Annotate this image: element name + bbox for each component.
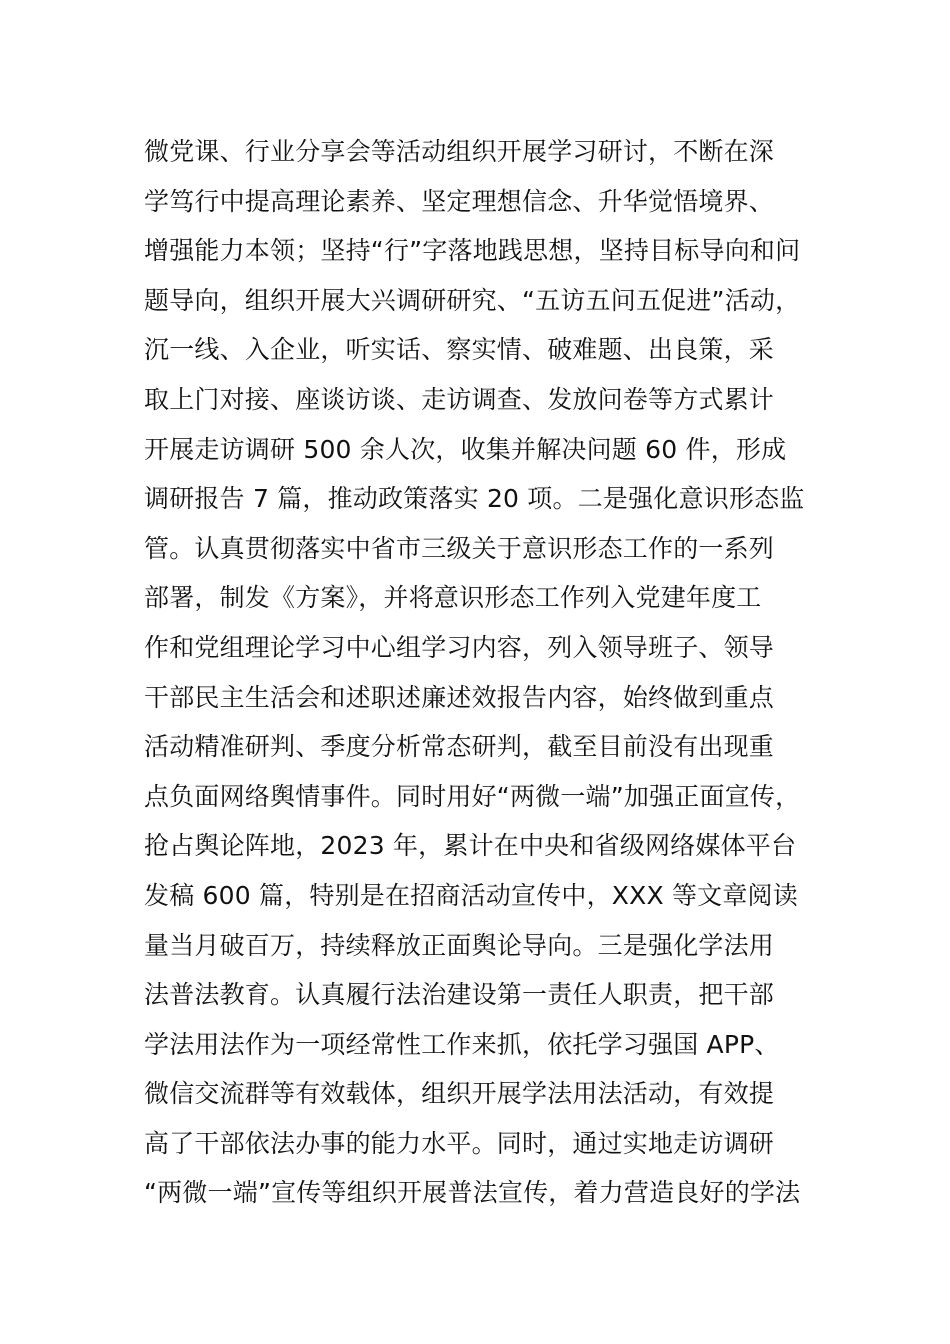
text-line: 学笃行中提高理论素养、坚定理想信念、升华觉悟境界、 — [144, 186, 775, 216]
text-line: 调研报告 7 篇，推动政策落实 20 项。二是强化意识形态监 — [144, 484, 805, 514]
text-line: 开展走访调研 500 余人次，收集并解决问题 60 件，形成 — [144, 434, 787, 464]
text-line: 沉一线、入企业，听实话、察实情、破难题、出良策，采 — [144, 335, 775, 365]
text-line: 微信交流群等有效载体，组织开展学法用法活动，有效提 — [144, 1079, 775, 1109]
text-line: 增强能力本领；坚持“行”字落地践思想，坚持目标导向和问 — [144, 236, 801, 266]
text-line: “两微一端”宣传等组织开展普法宣传，着力营造良好的学法 — [144, 1178, 801, 1208]
text-line: 点负面网络舆情事件。同时用好“两微一端”加强正面宣传， — [144, 781, 801, 811]
text-line: 微党课、行业分享会等活动组织开展学习研讨，不断在深 — [144, 137, 775, 166]
text-line: 题导向，组织开展大兴调研研究、“五访五问五促进”活动， — [144, 285, 801, 315]
text-line: 作和党组理论学习中心组学习内容，列入领导班子、领导 — [144, 632, 775, 662]
text-line: 发稿 600 篇，特别是在招商活动宣传中，XXX 等文章阅读 — [144, 880, 798, 910]
text-line: 高了干部依法办事的能力水平。同时，通过实地走访调研 — [144, 1128, 775, 1158]
text-line: 干部民主生活会和述职述廉述效报告内容，始终做到重点 — [144, 682, 775, 712]
text-line: 学法用法作为一项经常性工作来抓，依托学习强国 APP、 — [144, 1029, 780, 1059]
text-line: 活动精准研判、季度分析常态研判，截至目前没有出现重 — [144, 732, 775, 762]
body-paragraph — [144, 127, 824, 1218]
text-line: 取上门对接、座谈访谈、走访调查、发放问卷等方式累计 — [144, 384, 775, 414]
text-line: 管。认真贯彻落实中省市三级关于意识形态工作的一系列 — [144, 533, 775, 563]
text-line: 抢占舆论阵地，2023 年，累计在中央和省级网络媒体平台 — [144, 831, 797, 861]
text-line: 法普法教育。认真履行法治建设第一责任人职责，把干部 — [144, 980, 775, 1010]
text-line: 量当月破百万，持续释放正面舆论导向。三是强化学法用 — [144, 930, 775, 960]
text-line: 部署，制发《方案》，并将意识形态工作列入党建年度工 — [144, 583, 762, 613]
